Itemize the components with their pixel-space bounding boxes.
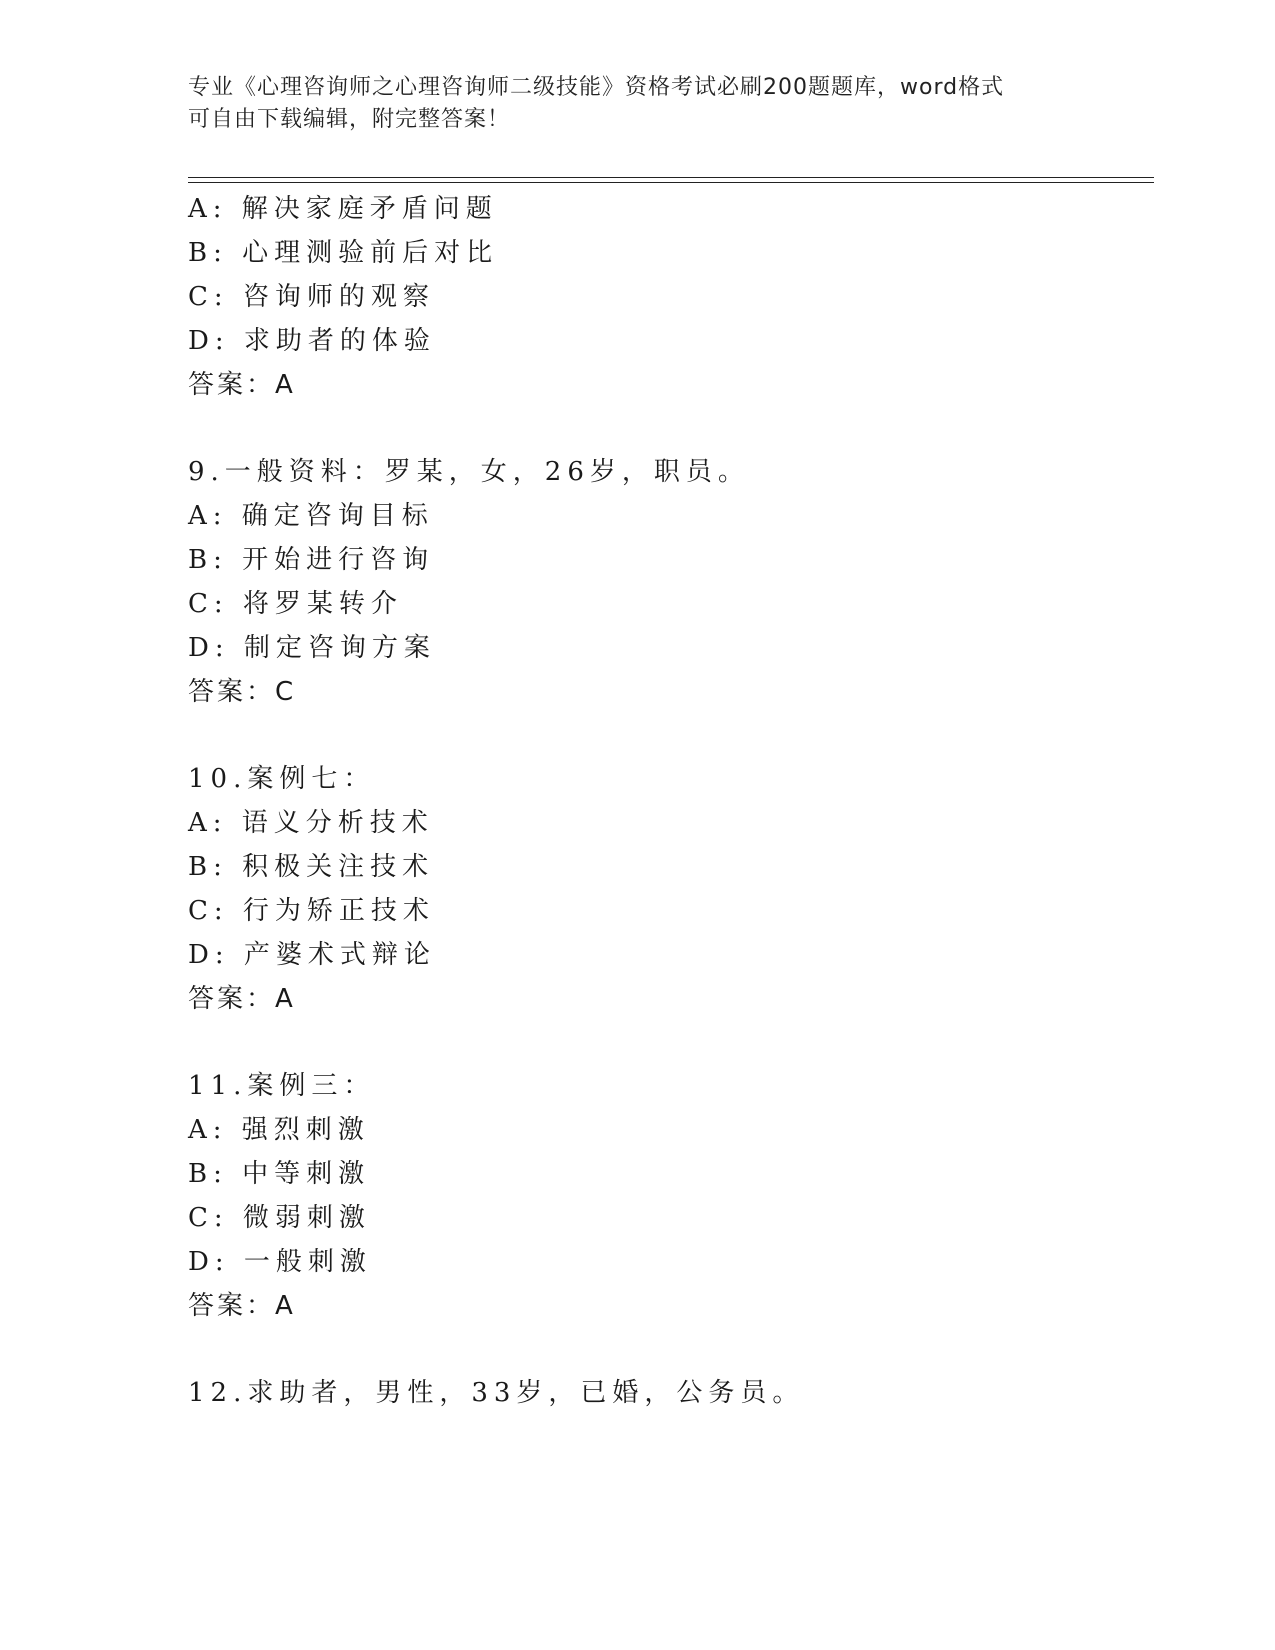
question-title: 9.一般资料：罗某，女，26岁，职员。 xyxy=(188,457,750,487)
question-title: 10.案例七： xyxy=(188,764,376,794)
option-d: D: 求助者的体验 xyxy=(188,326,436,356)
answer-line: 答案：C xyxy=(188,677,297,707)
option-c: C: 将罗某转介 xyxy=(188,589,403,619)
question-title: 11.案例三： xyxy=(188,1071,376,1101)
option-a: A: 解决家庭矛盾问题 xyxy=(188,194,498,224)
answer-line: 答案：A xyxy=(188,984,296,1014)
answer-line: 答案：A xyxy=(188,1291,296,1321)
option-d: D: 产婆术式辩论 xyxy=(188,940,436,970)
option-b: B: 心理测验前后对比 xyxy=(188,238,499,268)
document-header xyxy=(188,72,1088,136)
header-line-2: 可自由下载编辑，附完整答案！ xyxy=(188,107,511,132)
header-line-1: 专业《心理咨询师之心理咨询师二级技能》资格考试必刷200题题库，word格式 xyxy=(188,75,1005,100)
option-b: B: 开始进行咨询 xyxy=(188,545,435,575)
option-c: C: 微弱刺激 xyxy=(188,1203,371,1233)
option-b: B: 中等刺激 xyxy=(188,1159,371,1189)
question-title: 12.求助者，男性，33岁，已婚，公务员。 xyxy=(188,1378,805,1408)
option-d: D: 制定咨询方案 xyxy=(188,633,436,663)
option-a: A: 强烈刺激 xyxy=(188,1115,370,1145)
answer-line: 答案：A xyxy=(188,370,296,400)
option-b: B: 积极关注技术 xyxy=(188,852,435,882)
header-rule-top xyxy=(188,177,1154,178)
option-a: A: 确定咨询目标 xyxy=(188,501,434,531)
option-c: C: 行为矫正技术 xyxy=(188,896,435,926)
option-d: D: 一般刺激 xyxy=(188,1247,372,1277)
header-rule-bottom xyxy=(188,182,1154,183)
option-c: C: 咨询师的观察 xyxy=(188,282,435,312)
option-a: A: 语义分析技术 xyxy=(188,808,434,838)
